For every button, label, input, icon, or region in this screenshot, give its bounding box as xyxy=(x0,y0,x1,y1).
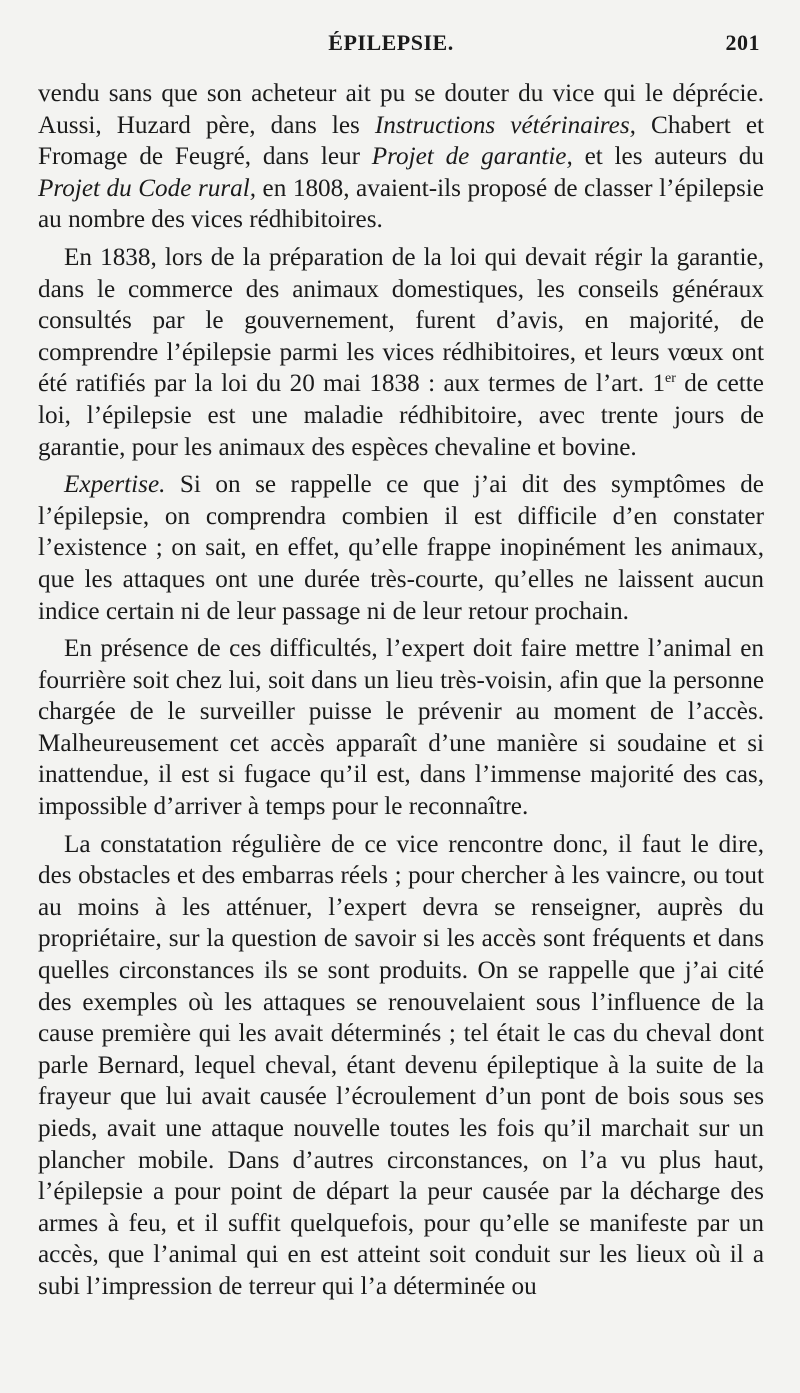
running-title: ÉPILEPSIE. xyxy=(328,30,454,55)
text-run: et les auteurs du xyxy=(572,143,764,171)
paragraph-2 xyxy=(38,242,764,463)
text-run: La constatation régulière de ce vice rencontre donc, il faut le dire, des obstacles et des embarras réels ; pour chercher à les vaincre, ou tout au moins à les atténuer, l’expert devra se renseigner, auprès du propriétaire, sur la question de savoir si les accès sont fréquents et dans quelles circonstances ils se sont produits. On se rappelle que j’ai cité des exemples où les attaques se renouvelaient sous l’influence de la cause première qui les avait déterminés ; tel était le cas du cheval dont parle Bernard, lequel cheval, étant devenu épileptique à la suite de la frayeur que lui avait causée l’écroulement d’un pont de bois sous ses pieds, avait une attaque nouvelle toutes les fois qu’il marchait sur un plancher mobile. Dans d’autres circonstances, on l’a vu plus haut, l’épilepsie a pour point de départ la peur causée par la décharge des armes à feu, et il suffit quelquefois, pour qu’elle se manifeste par un accès, que l’animal qui en est atteint soit conduit sur les lieux où il a subi l’impression de terreur qui l’a déterminée ou xyxy=(38,830,764,1300)
text-run: Si on se rappelle ce que j’ai dit des symptômes de l’épilepsie, on comprendra combien il est difficile d’en constater l’existence ; on sait, en effet, qu’elle frappe inopinément les animaux, que les attaques ont une durée très-courte, qu’elles ne laissent aucun indice certain ni de leur passage ni de leur retour prochain. xyxy=(38,471,764,625)
italic-text: Projet du Code rural, xyxy=(38,174,257,202)
paragraph-5 xyxy=(38,829,764,1303)
page-header xyxy=(38,30,764,64)
text-run: vendu sans que son acheteur ait pu se douter du vice qui le déprécie. Aussi, Huzard père, dans les xyxy=(38,80,764,139)
paragraph-1 xyxy=(38,78,764,236)
text-run: Chabert et Fromage de Feugré, dans leur xyxy=(38,111,764,171)
text-run: en 1808, avaient-ils proposé de classer l’épilepsie au nombre des vices rédhibitoires. xyxy=(38,174,764,234)
superscript: er xyxy=(665,371,676,387)
text-run: de cette loi, l’épilepsie est une maladie rédhibitoire, avec trente jours de garantie, pour les animaux des espèces chevaline et bovine. xyxy=(38,370,764,461)
italic-text: Projet de garantie, xyxy=(371,143,573,171)
body-text xyxy=(38,78,764,1303)
text-run: En 1838, lors de la préparation de la loi qui devait régir la garantie, dans le commerce des animaux domestiques, les conseils généraux consultés par le gouvernement, furent d’avis, en majorité, de comprendre l’épilepsie parmi les vices rédhibitoires, et leurs vœux ont été ratifiés par la loi du 20 mai 1838 : aux termes de l’art. 1 xyxy=(38,243,764,398)
italic-text: Instructions vétérinaires, xyxy=(374,111,636,139)
paragraph-3 xyxy=(38,469,764,627)
text-run: En présence de ces difficultés, l’expert doit faire mettre l’animal en fourrière soit chez lui, soit dans un lieu très-voisin, afin que la personne chargée de le surveiller puisse le prévenir au moment de l’accès. Malheureusement cet accès apparaît d’une manière si soudaine et si inattendue, il est si fugace qu’il est, dans l’immense majorité des cas, impossible d’arriver à temps pour le reconnaître. xyxy=(38,635,764,821)
paragraph-4 xyxy=(38,633,764,823)
page-number: 201 xyxy=(725,30,760,55)
italic-text: Expertise. xyxy=(64,471,166,499)
